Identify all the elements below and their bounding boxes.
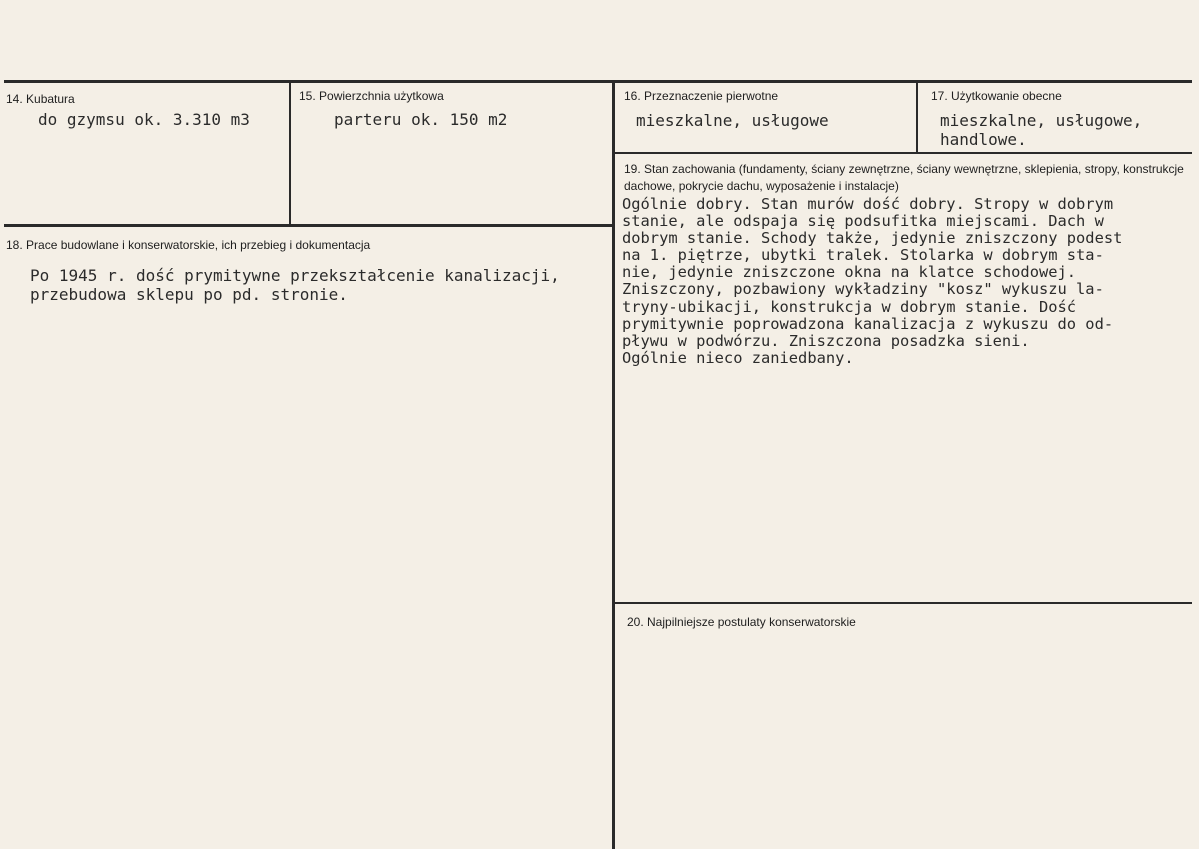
- divider-v-main: [612, 80, 615, 849]
- field-16-value: mieszkalne, usługowe: [636, 111, 829, 130]
- divider-h-19-bottom: [614, 602, 1192, 604]
- divider-h-16-17-bottom: [614, 152, 1192, 154]
- divider-h-14-15-bottom: [4, 224, 613, 227]
- field-18-label: 18. Prace budowlane i konserwatorskie, ich przebieg i dokumentacja: [6, 238, 371, 252]
- divider-v-16-17: [916, 80, 918, 154]
- field-17-value: mieszkalne, usługowe, handlowe.: [940, 111, 1143, 149]
- field-15-value: parteru ok. 150 m2: [334, 110, 508, 129]
- field-19-label: 19. Stan zachowania (fundamenty, ściany zewnętrzne, ściany wewnętrzne, sklepienia, stropy, konstrukcje dachowe, pokrycie dachu, wyposażenie i instalacje): [624, 162, 1184, 193]
- top-rule: [4, 80, 1192, 83]
- divider-v-14-15: [289, 80, 291, 226]
- field-17-label: 17. Użytkowanie obecne: [931, 89, 1062, 103]
- field-18-value: Po 1945 r. dość prymitywne przekształcenie kanalizacji, przebudowa sklepu po pd. stronie.: [30, 266, 560, 304]
- field-16-label: 16. Przeznaczenie pierwotne: [624, 89, 779, 103]
- field-14-label: 14. Kubatura: [6, 92, 75, 106]
- field-15-label: 15. Powierzchnia użytkowa: [299, 89, 444, 103]
- field-20-label: 20. Najpilniejsze postulaty konserwatorskie: [627, 615, 856, 629]
- field-19-value: Ogólnie dobry. Stan murów dość dobry. Stropy w dobrym stanie, ale odspaja się podsufitka miejscami. Dach w dobrym stanie. Schody także, jedynie zniszczony podest na 1. piętrze, ubytki tralek. Stolarka w dobrym sta- nie, jedynie zniszczone okna na klatce schodowej. Zniszczony, pozbawiony wykładziny "kosz" wykuszu la- tryny-ubikacji, konstrukcja w dobrym stanie. Dość prymitywnie poprowadzona kanalizacja z wykuszu do od- pływu w podwórzu. Zniszczona posadzka sieni. Ogólnie nieco zaniedbany.: [622, 195, 1123, 367]
- field-14-value: do gzymsu ok. 3.310 m3: [38, 110, 250, 129]
